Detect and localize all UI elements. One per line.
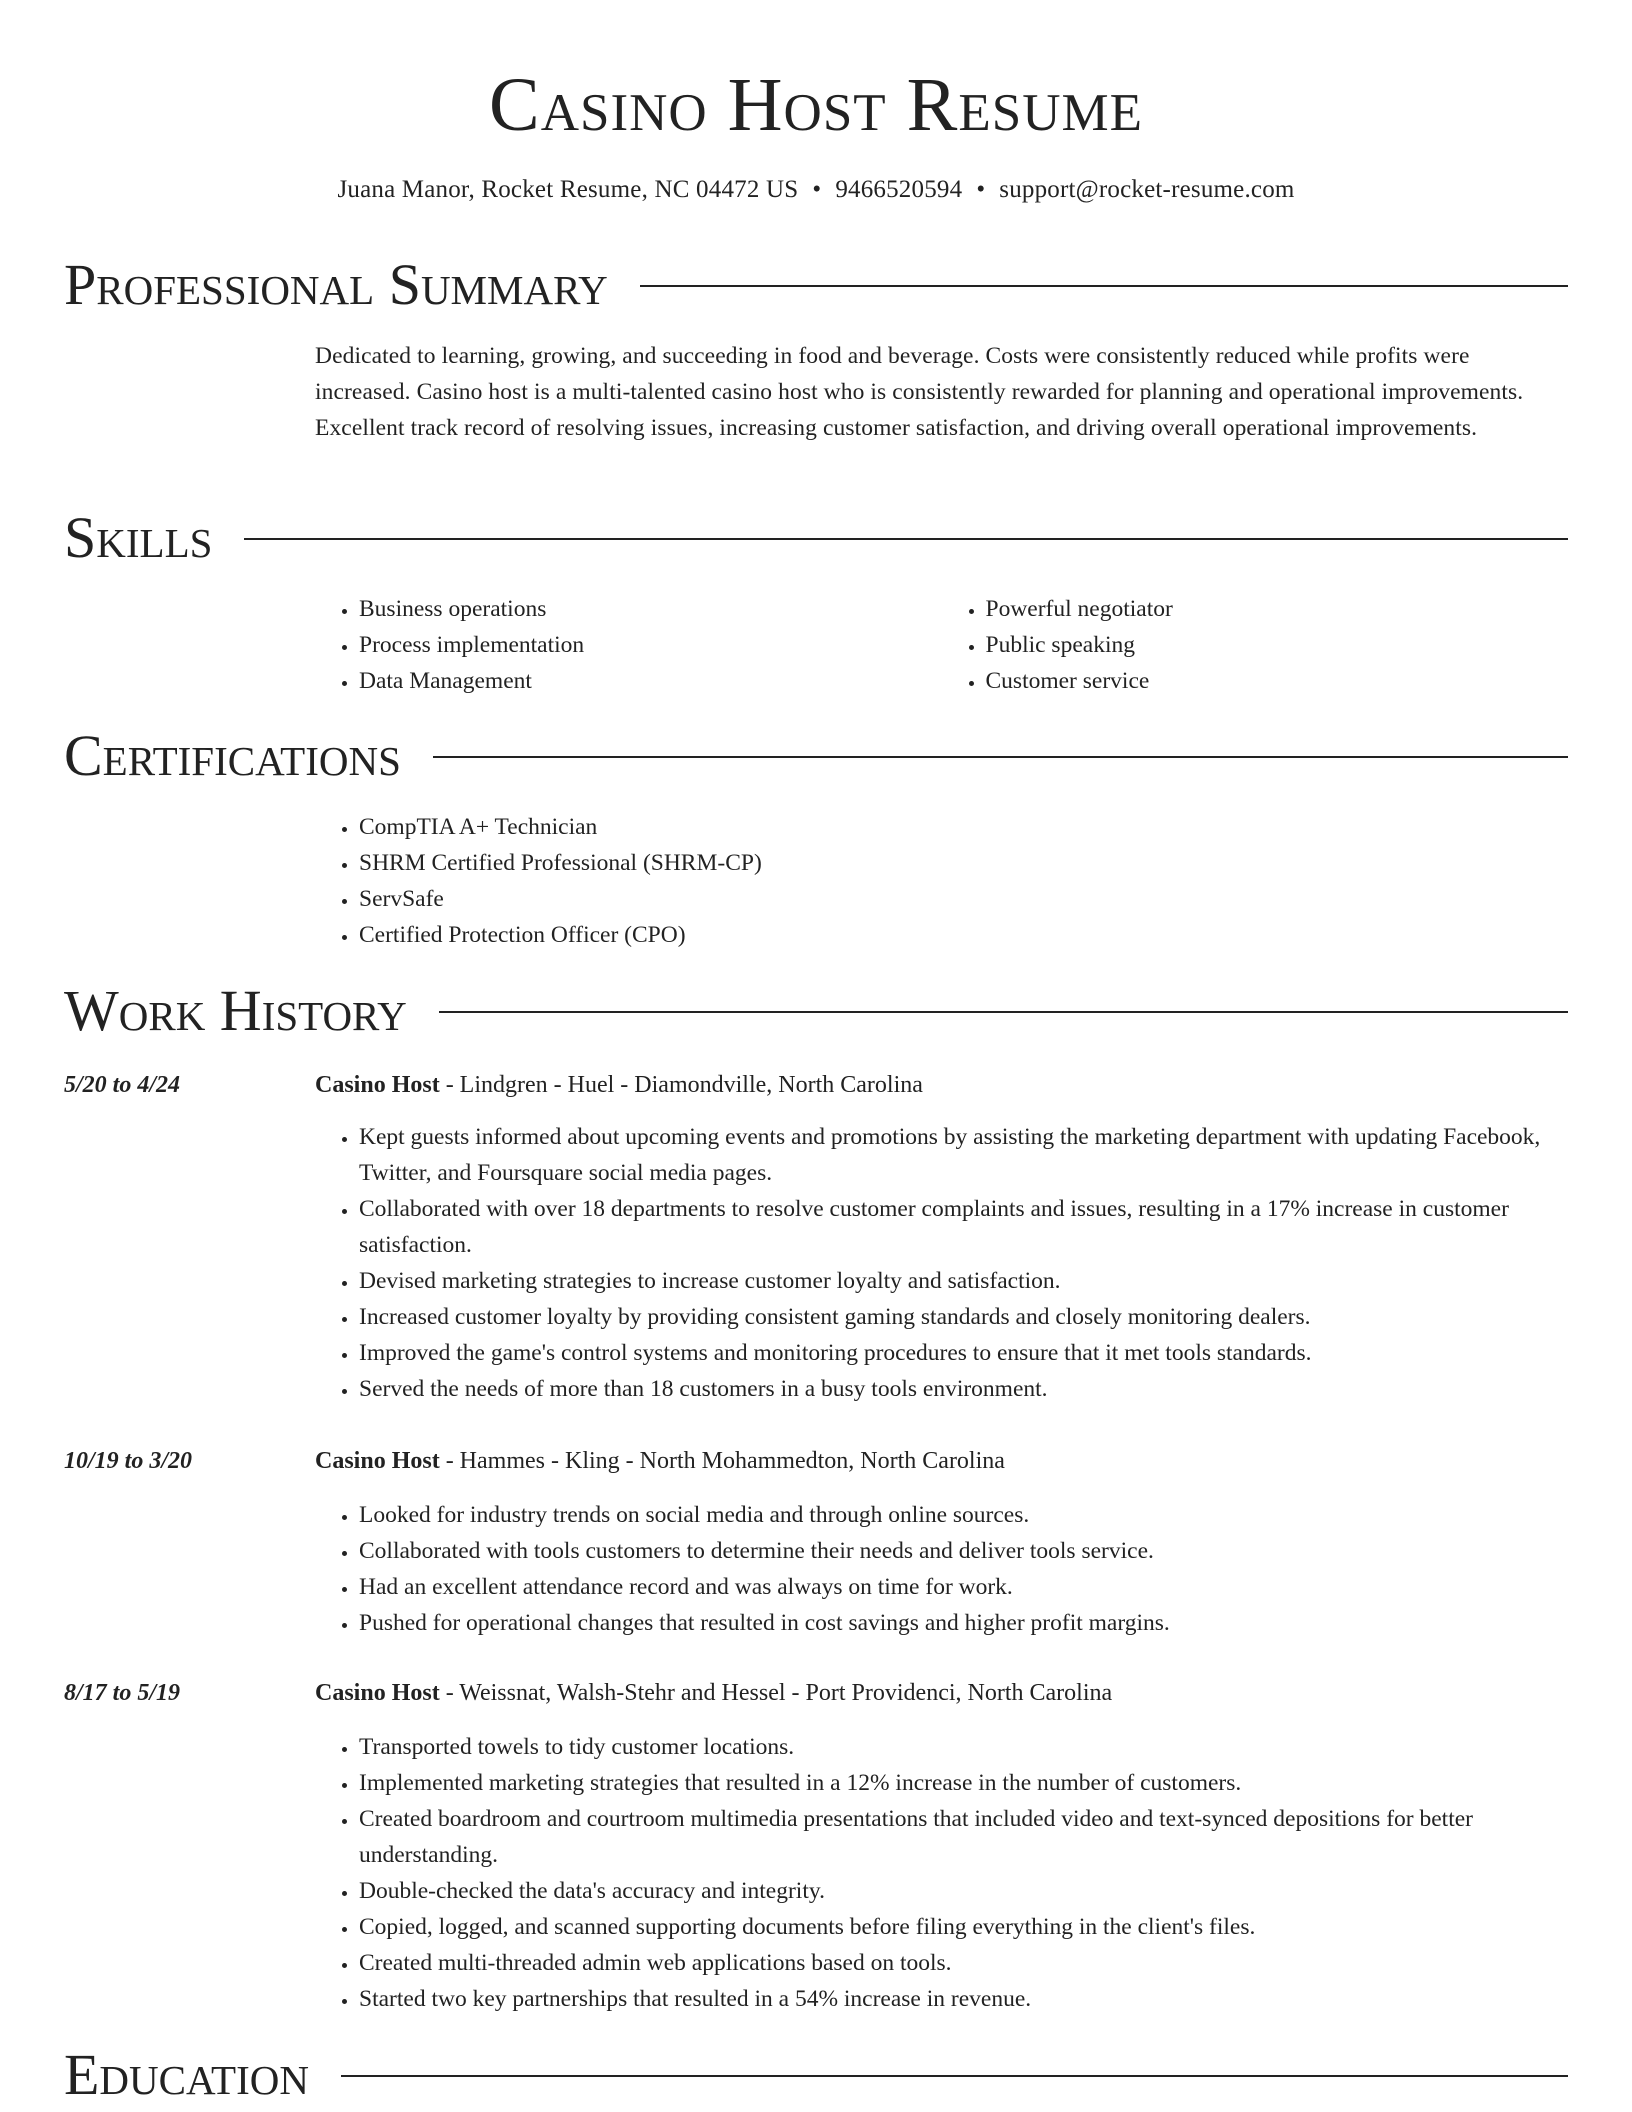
job-bullets — [315, 1119, 1568, 1407]
job-header — [315, 1067, 1568, 1103]
contact-address: Juana Manor, Rocket Resume, NC 04472 US — [337, 176, 799, 203]
skill-item: • Public speaking — [986, 627, 1569, 663]
contact-email: support@rocket-resume.com — [999, 176, 1295, 203]
job-details: - Lindgren - Huel - Diamondville, North Carolina — [439, 1072, 923, 1098]
skill-item: • Powerful negotiator — [986, 591, 1569, 627]
education-heading: Education — [64, 2042, 309, 2107]
certifications-heading: Certifications — [64, 723, 401, 788]
job-bullet: • Double-checked the data's accuracy and integrity. — [359, 1873, 1568, 1909]
work-history-section-header — [64, 976, 1568, 1046]
job-bullet: • Implemented marketing strategies that resulted in a 12% increase in the number of customers. — [359, 1765, 1568, 1801]
job-bullet: • Collaborated with over 18 departments to resolve customer complaints and issues, resulting in a 17% increase in customer satisfaction. — [359, 1191, 1568, 1263]
job-bullet: • Kept guests informed about upcoming events and promotions by assisting the marketing department with updating Facebook, Twitter, and Foursquare social media pages. — [359, 1119, 1568, 1191]
skills-section-header — [64, 503, 1568, 573]
job-bullet: • Created boardroom and courtroom multimedia presentations that included video and text-synced depositions for better understanding. — [359, 1801, 1568, 1873]
certification-item: • SHRM Certified Professional (SHRM-CP) — [359, 845, 1568, 881]
job-title: Casino Host — [315, 1072, 440, 1098]
skill-item: • Customer service — [986, 663, 1569, 699]
summary-text: Dedicated to learning, growing, and succeeding in food and beverage. Costs were consistently reduced while profits were increased. Casino host is a multi-talented casino host who is consistently rewarded for planning and operational improvements. Excellent track record of resolving issues, increasing customer satisfaction, and driving overall operational improvements. — [315, 343, 1524, 441]
job-bullet: • Had an excellent attendance record and was always on time for work. — [359, 1569, 1568, 1605]
job-details: - Weissnat, Walsh-Stehr and Hessel - Port Providenci, North Carolina — [439, 1680, 1113, 1706]
work-history-heading: Work History — [64, 978, 407, 1043]
skill-item: • Data Management — [359, 663, 942, 699]
contact-separator: • — [976, 176, 986, 203]
education-section-header — [64, 2040, 1568, 2110]
job-details: - Hammes - Kling - North Mohammedton, North Carolina — [439, 1448, 1005, 1474]
job-header — [315, 1443, 1568, 1479]
certifications-block — [315, 809, 1568, 953]
certification-item: • CompTIA A+ Technician — [359, 809, 1568, 845]
job-bullet: • Collaborated with tools customers to determine their needs and deliver tools service. — [359, 1533, 1568, 1569]
contact-phone: 9466520594 — [835, 176, 963, 203]
job-bullet: • Started two key partnerships that resulted in a 54% increase in revenue. — [359, 1981, 1568, 2017]
job-bullet: • Looked for industry trends on social media and through online sources. — [359, 1497, 1568, 1533]
job-bullets — [315, 1497, 1568, 1641]
job-dates: 5/20 to 4/24 — [64, 1072, 181, 1098]
certifications-list — [315, 809, 1568, 953]
job-dates: 8/17 to 5/19 — [64, 1680, 181, 1706]
certification-item: • ServSafe — [359, 881, 1568, 917]
job-title: Casino Host — [315, 1680, 440, 1706]
job-bullet: • Pushed for operational changes that resulted in cost savings and higher profit margins. — [359, 1605, 1568, 1641]
skill-item: • Business operations — [359, 591, 942, 627]
job-bullet: • Copied, logged, and scanned supporting documents before filing everything in the client's files. — [359, 1909, 1568, 1945]
skills-columns — [315, 591, 1568, 699]
job-title: Casino Host — [315, 1448, 440, 1474]
job-dates: 10/19 to 3/20 — [64, 1448, 193, 1474]
job-bullet: • Created multi-threaded admin web applications based on tools. — [359, 1945, 1568, 1981]
skill-item: • Process implementation — [359, 627, 942, 663]
job-bullet: • Devised marketing strategies to increase customer loyalty and satisfaction. — [359, 1263, 1568, 1299]
section-divider — [640, 285, 1568, 287]
certification-item: • Certified Protection Officer (CPO) — [359, 917, 1568, 953]
summary-heading: Professional Summary — [64, 252, 608, 317]
section-divider — [244, 538, 1568, 540]
resume-title: Casino Host Resume — [489, 63, 1143, 147]
skills-list-left — [315, 591, 942, 699]
job-bullet: • Increased customer loyalty by providing consistent gaming standards and closely monitoring dealers. — [359, 1299, 1568, 1335]
skills-list-right — [942, 591, 1569, 699]
certifications-section-header — [64, 721, 1568, 791]
summary-section-header — [64, 250, 1568, 320]
job-bullet: • Transported towels to tidy customer locations. — [359, 1729, 1568, 1765]
section-divider — [433, 756, 1568, 758]
contact-line — [0, 172, 1632, 208]
contact-separator: • — [812, 176, 822, 203]
job-bullets — [315, 1729, 1568, 2017]
section-divider — [341, 2075, 1568, 2077]
job-bullet: • Improved the game's control systems and monitoring procedures to ensure that it met tools standards. — [359, 1335, 1568, 1371]
job-bullet: • Served the needs of more than 18 customers in a busy tools environment. — [359, 1371, 1568, 1407]
skills-heading: Skills — [64, 505, 213, 570]
job-header — [315, 1675, 1568, 1711]
section-divider — [439, 1011, 1568, 1013]
